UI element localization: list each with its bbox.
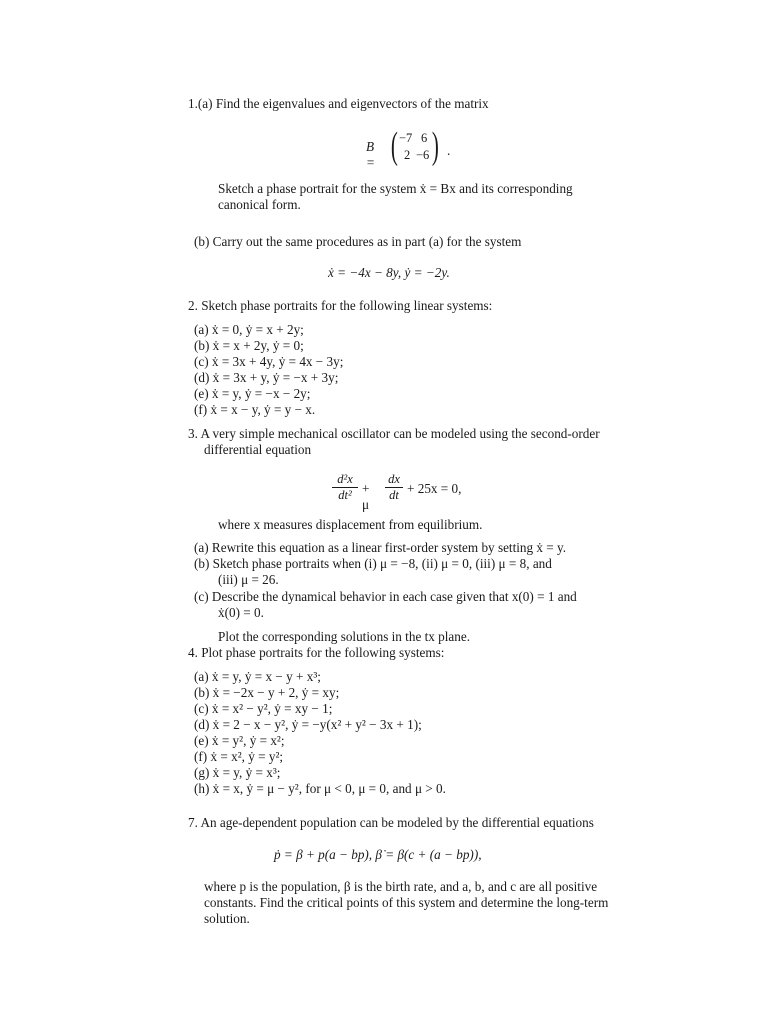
problem-1a-sketch-line1: Sketch a phase portrait for the system ẋ = Bx and its corresponding [218, 181, 573, 196]
problem-1a-sketch-line2: canonical form. [218, 197, 301, 212]
matrix-period: . [447, 143, 451, 158]
problem-4-item: (a) ẋ = y, ẏ = x − y + x³; [194, 669, 321, 684]
problem-4-item: (c) ẋ = x² − y², ẏ = xy − 1; [194, 701, 333, 716]
fraction-numerator: dx [388, 472, 400, 486]
problem-3a: (a) Rewrite this equation as a linear first-order system by setting ẋ = y. [194, 540, 567, 555]
matrix-r1c2: 6 [421, 131, 428, 145]
problem-2-item: (d) ẋ = 3x + y, ẏ = −x + 3y; [194, 370, 339, 385]
right-paren: ) [431, 125, 439, 167]
problem-7-text-line3: solution. [204, 911, 250, 926]
problem-7-heading: 7. An age-dependent population can be modeled by the differential equations [188, 815, 594, 830]
fraction-numerator: d²x [337, 472, 353, 486]
problem-2-item: (b) ẋ = x + 2y, ẏ = 0; [194, 338, 304, 353]
problem-2-item: (e) ẋ = y, ẏ = −x − 2y; [194, 386, 311, 401]
problem-4-item: (d) ẋ = 2 − x − y², ẏ = −y(x² + y² − 3x + 1); [194, 717, 422, 732]
problem-2-item: (c) ẋ = 3x + 4y, ẏ = 4x − 3y; [194, 354, 344, 369]
matrix-lhs: B = [366, 139, 375, 170]
problem-3-heading-line1: 3. A very simple mechanical oscillator can be modeled using the second-order [188, 426, 600, 441]
second-derivative-fraction [332, 472, 358, 503]
problem-4-item: (e) ẋ = y², ẏ = x²; [194, 733, 285, 748]
problem-7-text-line2: constants. Find the critical points of this system and determine the long-term [204, 895, 609, 910]
problem-3-heading-line2: differential equation [204, 442, 312, 457]
problem-2-heading: 2. Sketch phase portraits for the following linear systems: [188, 298, 493, 313]
problem-3b-line1: (b) Sketch phase portraits when (i) μ = −8, (ii) μ = 0, (iii) μ = 8, and [194, 556, 552, 571]
problem-3-where: where x measures displacement from equilibrium. [218, 517, 483, 532]
problem-1a-statement: 1.(a) Find the eigenvalues and eigenvectors of the matrix [188, 96, 489, 111]
first-derivative-fraction [385, 472, 403, 503]
problem-4-item: (h) ẋ = x, ẏ = μ − y², for μ < 0, μ = 0, and μ > 0. [194, 781, 446, 796]
problem-3b-line2: (iii) μ = 26. [218, 572, 279, 587]
problem-3c-line2: ẋ(0) = 0. [218, 605, 264, 620]
left-paren: ( [390, 125, 398, 167]
problem-3c-line1: (c) Describe the dynamical behavior in each case given that x(0) = 1 and [194, 589, 577, 604]
matrix-r2c2: −6 [416, 148, 430, 162]
problem-4-item: (b) ẋ = −2x − y + 2, ẏ = xy; [194, 685, 340, 700]
problem-3-plot: Plot the corresponding solutions in the tx plane. [218, 629, 470, 644]
problem-4-item: (g) ẋ = y, ẏ = x³; [194, 765, 281, 780]
problem-7-equation: ṗ = β + p(a − bp), β̇ = β(c + (a − bp)), [274, 847, 482, 862]
equation-tail: + 25x = 0, [407, 481, 462, 496]
matrix-r1c1: −7 [399, 131, 413, 145]
problem-1b-statement: (b) Carry out the same procedures as in part (a) for the system [194, 234, 522, 249]
fraction-denominator: dt [389, 488, 399, 502]
problem-2-item: (a) ẋ = 0, ẏ = x + 2y; [194, 322, 304, 337]
fraction-denominator: dt² [338, 488, 352, 502]
problem-7-text-line1: where p is the population, β is the birth rate, and a, b, and c are all positive [204, 879, 598, 894]
problem-4-item: (f) ẋ = x², ẏ = y²; [194, 749, 284, 764]
matrix-r2c1: 2 [404, 148, 411, 162]
problem-1b-system: ẋ = −4x − 8y, ẏ = −2y. [328, 265, 450, 280]
problem-4-heading: 4. Plot phase portraits for the following systems: [188, 645, 445, 660]
equation-mid: + μ [362, 481, 370, 512]
problem-2-item: (f) ẋ = x − y, ẏ = y − x. [194, 402, 316, 417]
